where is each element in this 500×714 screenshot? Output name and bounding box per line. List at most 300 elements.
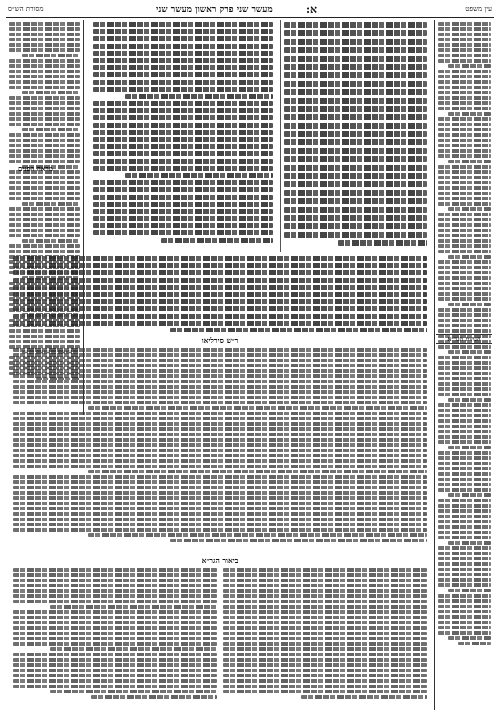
text-line xyxy=(9,192,80,196)
text-line xyxy=(13,299,427,304)
text-line xyxy=(438,393,491,397)
text-line xyxy=(448,255,491,259)
text-line xyxy=(93,51,273,56)
text-line xyxy=(13,621,217,625)
text-line xyxy=(170,328,427,332)
text-line xyxy=(223,616,427,620)
text-line xyxy=(438,467,491,471)
text-line xyxy=(438,86,491,90)
text-line xyxy=(223,621,427,625)
text-line xyxy=(13,306,427,311)
text-line xyxy=(9,144,80,148)
folio-number: א: xyxy=(306,3,318,16)
gloss-box xyxy=(436,334,492,346)
text-line xyxy=(223,679,427,683)
text-line xyxy=(9,75,80,79)
text-line xyxy=(438,599,491,603)
text-line xyxy=(448,446,491,450)
text-line xyxy=(91,695,217,699)
text-line xyxy=(438,403,491,407)
text-line xyxy=(438,451,491,455)
text-line xyxy=(9,48,80,52)
text-line xyxy=(93,44,273,49)
text-line xyxy=(438,557,491,561)
text-line xyxy=(93,36,273,41)
text-line xyxy=(13,486,427,490)
text-line xyxy=(438,123,491,127)
text-line xyxy=(448,541,491,545)
text-line xyxy=(13,263,427,268)
text-line xyxy=(13,632,217,636)
mishnah-text xyxy=(280,20,430,252)
text-line xyxy=(438,282,491,286)
text-line xyxy=(13,292,427,297)
text-line xyxy=(13,496,427,500)
text-line xyxy=(13,600,217,604)
text-line xyxy=(93,130,273,135)
text-line xyxy=(448,160,491,164)
text-line xyxy=(223,674,427,678)
text-line xyxy=(13,663,217,667)
text-line xyxy=(13,285,427,290)
text-line xyxy=(93,22,273,27)
text-line xyxy=(13,270,427,275)
text-line xyxy=(284,81,427,87)
text-line xyxy=(448,64,491,68)
text-line xyxy=(9,181,80,185)
text-line xyxy=(9,38,80,42)
text-line xyxy=(284,56,427,62)
text-line xyxy=(448,207,491,211)
text-line xyxy=(223,626,427,630)
text-line xyxy=(284,156,427,162)
text-line xyxy=(93,144,273,149)
text-line xyxy=(438,409,491,413)
text-line xyxy=(438,107,491,111)
text-line xyxy=(438,568,491,572)
text-line xyxy=(438,276,491,280)
text-line xyxy=(438,139,491,143)
text-line xyxy=(88,406,427,410)
text-line xyxy=(9,96,80,100)
text-line xyxy=(9,117,80,121)
text-line xyxy=(223,594,427,598)
text-line xyxy=(284,47,427,53)
text-line xyxy=(13,459,427,463)
text-line xyxy=(438,382,491,386)
text-line xyxy=(9,101,80,105)
text-line xyxy=(438,504,491,508)
text-line xyxy=(448,493,491,497)
text-line xyxy=(125,173,273,178)
text-line xyxy=(438,75,491,79)
text-line xyxy=(13,401,427,405)
text-line xyxy=(93,187,273,192)
text-line xyxy=(13,616,217,620)
text-line xyxy=(438,499,491,503)
text-line xyxy=(438,324,491,328)
text-line xyxy=(9,80,80,84)
text-line xyxy=(438,356,491,360)
text-line xyxy=(13,626,217,630)
text-line xyxy=(438,435,491,439)
hagahot-label: הגהות הגר״א xyxy=(436,334,492,344)
text-line xyxy=(9,213,80,217)
text-line xyxy=(438,96,491,100)
text-line xyxy=(13,449,427,453)
text-line xyxy=(438,48,491,52)
biur-block xyxy=(10,566,430,710)
text-line xyxy=(284,114,427,120)
text-line xyxy=(284,22,427,28)
text-line xyxy=(9,149,80,153)
text-line xyxy=(93,202,273,207)
text-line xyxy=(93,216,273,221)
text-line xyxy=(9,186,80,190)
text-line xyxy=(438,419,491,423)
page-header xyxy=(6,4,494,18)
text-line xyxy=(13,589,217,593)
text-line xyxy=(22,239,80,243)
text-line xyxy=(13,443,427,447)
text-line xyxy=(9,43,80,47)
text-line xyxy=(438,573,491,577)
text-line xyxy=(448,589,491,593)
text-line xyxy=(438,292,491,296)
text-line xyxy=(438,192,491,196)
text-line xyxy=(13,374,427,378)
text-line xyxy=(438,176,491,180)
text-line xyxy=(93,180,273,185)
text-line xyxy=(93,137,273,142)
text-line xyxy=(438,234,491,238)
text-line xyxy=(13,475,427,479)
text-line xyxy=(284,72,427,78)
text-line xyxy=(223,658,427,662)
text-line xyxy=(438,478,491,482)
text-line xyxy=(438,154,491,158)
gemara-text xyxy=(90,20,276,252)
text-line xyxy=(93,87,273,92)
text-line xyxy=(13,314,427,319)
text-line xyxy=(9,176,80,180)
text-line xyxy=(448,350,491,354)
text-line xyxy=(438,462,491,466)
text-line xyxy=(223,637,427,641)
text-line xyxy=(438,54,491,58)
text-line xyxy=(13,278,427,283)
header-right-label: עין משפט xyxy=(465,5,492,13)
text-line xyxy=(438,297,491,301)
text-line xyxy=(9,218,80,222)
text-line xyxy=(438,578,491,582)
text-line xyxy=(13,637,217,641)
text-line xyxy=(9,107,80,111)
text-line xyxy=(22,91,80,95)
text-line xyxy=(13,385,427,389)
text-line xyxy=(93,195,273,200)
text-line xyxy=(438,387,491,391)
text-line xyxy=(438,525,491,529)
text-line xyxy=(438,472,491,476)
text-line xyxy=(13,491,427,495)
text-line xyxy=(438,149,491,153)
text-line xyxy=(438,440,491,444)
biur-hagra-label: ביאור הגר״א xyxy=(201,556,239,564)
text-line xyxy=(93,65,273,70)
text-line xyxy=(13,369,427,373)
text-line xyxy=(13,674,217,678)
text-line xyxy=(438,117,491,121)
text-line xyxy=(9,86,80,90)
text-line xyxy=(93,230,273,235)
text-line xyxy=(13,454,427,458)
text-line xyxy=(438,22,491,26)
text-line xyxy=(13,653,217,657)
wide-text-block xyxy=(10,254,430,332)
text-line xyxy=(13,353,427,357)
text-line xyxy=(438,186,491,190)
text-line xyxy=(161,238,273,243)
text-line xyxy=(438,218,491,222)
text-line xyxy=(438,430,491,434)
text-line xyxy=(13,568,217,572)
text-line xyxy=(438,531,491,535)
text-line xyxy=(13,412,427,416)
text-line xyxy=(284,106,427,112)
text-line xyxy=(9,223,80,227)
text-line xyxy=(9,64,80,68)
text-line xyxy=(284,215,427,221)
text-line xyxy=(22,54,80,58)
text-line xyxy=(22,202,80,206)
text-line xyxy=(13,594,217,598)
text-line xyxy=(9,22,80,26)
text-line xyxy=(438,536,491,540)
text-line xyxy=(438,372,491,376)
text-line xyxy=(13,642,217,646)
text-line xyxy=(438,271,491,275)
text-line xyxy=(223,605,427,609)
text-line xyxy=(223,647,427,651)
text-line xyxy=(223,685,427,689)
text-line xyxy=(438,583,491,587)
text-line xyxy=(438,626,491,630)
text-line xyxy=(438,319,491,323)
text-line xyxy=(93,159,273,164)
text-line xyxy=(438,329,491,333)
text-line xyxy=(301,695,427,699)
text-line xyxy=(13,518,427,522)
text-line xyxy=(13,256,427,261)
text-line xyxy=(125,94,273,99)
text-line xyxy=(9,59,80,63)
text-line xyxy=(438,43,491,47)
chapter-title: מעשר שני פרק ראשון מעשר שני xyxy=(156,5,273,15)
text-line xyxy=(88,533,427,537)
text-line xyxy=(13,380,427,384)
text-line xyxy=(438,80,491,84)
text-line xyxy=(284,148,427,154)
text-line xyxy=(93,108,273,113)
text-line xyxy=(9,112,80,116)
text-line xyxy=(50,647,217,651)
text-line xyxy=(9,250,80,254)
text-line xyxy=(438,377,491,381)
text-line xyxy=(284,232,427,238)
text-line xyxy=(9,244,80,248)
text-line xyxy=(438,313,491,317)
text-line xyxy=(438,287,491,291)
text-line xyxy=(284,139,427,145)
text-line xyxy=(448,303,491,307)
text-line xyxy=(223,600,427,604)
text-line xyxy=(438,509,491,513)
text-line xyxy=(438,594,491,598)
ein-mishpat-column xyxy=(434,20,494,710)
commentary-heading xyxy=(10,334,430,344)
text-line xyxy=(438,239,491,243)
text-line xyxy=(13,507,427,511)
text-line xyxy=(13,579,217,583)
text-line xyxy=(438,38,491,42)
text-line xyxy=(223,589,427,593)
text-line xyxy=(438,144,491,148)
text-line xyxy=(13,427,427,431)
text-line xyxy=(438,366,491,370)
text-line xyxy=(223,579,427,583)
text-line xyxy=(438,250,491,254)
text-line xyxy=(13,364,427,368)
text-line xyxy=(93,80,273,85)
text-line xyxy=(13,610,217,614)
text-line xyxy=(13,390,427,394)
text-line xyxy=(13,584,217,588)
text-line xyxy=(9,160,80,164)
text-line xyxy=(13,433,427,437)
text-line xyxy=(438,605,491,609)
text-line xyxy=(284,98,427,104)
text-line xyxy=(13,685,217,689)
text-line xyxy=(438,170,491,174)
text-line xyxy=(284,198,427,204)
text-line xyxy=(88,470,427,474)
text-line xyxy=(438,260,491,264)
text-line xyxy=(223,642,427,646)
text-line xyxy=(284,223,427,229)
text-line xyxy=(223,653,427,657)
text-line xyxy=(284,131,427,137)
text-line xyxy=(13,480,427,484)
text-line xyxy=(93,58,273,63)
text-line xyxy=(338,240,427,246)
text-line xyxy=(9,27,80,31)
text-line xyxy=(9,70,80,74)
text-line xyxy=(438,546,491,550)
text-line xyxy=(13,438,427,442)
text-line xyxy=(284,123,427,129)
text-line xyxy=(438,308,491,312)
text-line xyxy=(438,631,491,635)
text-line xyxy=(438,27,491,31)
text-line xyxy=(13,417,427,421)
text-line xyxy=(284,64,427,70)
text-line xyxy=(438,361,491,365)
text-line xyxy=(223,568,427,572)
text-line xyxy=(438,456,491,460)
text-line xyxy=(284,173,427,179)
text-line xyxy=(448,636,491,640)
text-line xyxy=(9,207,80,211)
text-line xyxy=(438,33,491,37)
text-line xyxy=(438,414,491,418)
text-line xyxy=(284,30,427,36)
text-line xyxy=(13,422,427,426)
page xyxy=(6,4,494,710)
text-line xyxy=(458,642,491,646)
text-line xyxy=(13,348,427,352)
text-line xyxy=(93,72,273,77)
text-line xyxy=(93,123,273,128)
text-line xyxy=(438,425,491,429)
text-line xyxy=(438,488,491,492)
text-line xyxy=(438,229,491,233)
text-line xyxy=(438,213,491,217)
text-line xyxy=(93,151,273,156)
text-line xyxy=(9,234,80,238)
text-line xyxy=(438,244,491,248)
text-line xyxy=(438,128,491,132)
text-line xyxy=(9,154,80,158)
text-line xyxy=(223,669,427,673)
text-line xyxy=(9,139,80,143)
text-line xyxy=(223,663,427,667)
text-line xyxy=(13,512,427,516)
text-line xyxy=(284,207,427,213)
text-line xyxy=(13,679,217,683)
text-line xyxy=(9,229,80,233)
text-line xyxy=(93,223,273,228)
text-line xyxy=(438,197,491,201)
text-line xyxy=(438,266,491,270)
text-line xyxy=(13,523,427,527)
text-line xyxy=(438,615,491,619)
text-line xyxy=(438,552,491,556)
text-line xyxy=(438,70,491,74)
text-line xyxy=(9,197,80,201)
text-line xyxy=(93,29,273,34)
text-line xyxy=(13,528,427,532)
text-line xyxy=(223,690,427,694)
biur-heading xyxy=(10,554,430,564)
text-line xyxy=(438,202,491,206)
text-line xyxy=(93,101,273,106)
text-line xyxy=(50,690,217,694)
mar-hapanim-label: מראה הפנים xyxy=(18,164,53,173)
text-line xyxy=(93,209,273,214)
text-line xyxy=(13,658,217,662)
text-line xyxy=(284,190,427,196)
text-line xyxy=(13,669,217,673)
text-line xyxy=(448,398,491,402)
text-line xyxy=(93,166,273,171)
text-line xyxy=(93,115,273,120)
text-line xyxy=(284,39,427,45)
text-line xyxy=(13,465,427,469)
text-line xyxy=(50,605,217,609)
rash-sirilio-label: ר״ש סירליאו xyxy=(201,336,239,344)
text-line xyxy=(284,89,427,95)
